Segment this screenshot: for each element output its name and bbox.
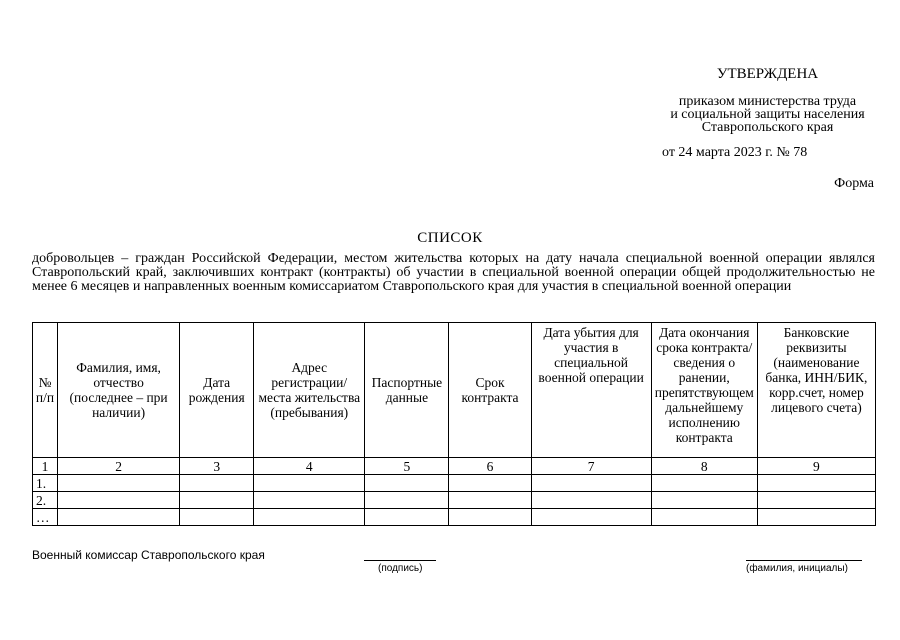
header-row	[33, 323, 876, 458]
table-cell	[365, 509, 449, 526]
table-cell	[180, 475, 254, 492]
header-cell: Дата окончания срока контракта/сведения о ранении, препятствующем дальнейшему исполнению контракта	[651, 323, 757, 458]
table-cell	[180, 509, 254, 526]
signer-title: Военный комиссар Ставропольского края	[32, 548, 265, 562]
approval-order: от 24 марта 2023 г. № 78	[662, 145, 808, 160]
table-cell	[254, 475, 365, 492]
table-cell	[58, 492, 180, 509]
approval-line-2: и социальной защиты населения	[670, 107, 865, 122]
table-cell	[58, 475, 180, 492]
form-label: Форма	[834, 176, 874, 191]
table-cell	[365, 492, 449, 509]
approval-title: УТВЕРЖДЕНА	[716, 66, 819, 82]
header-cell: Срок контракта	[449, 323, 531, 458]
header-cell: Банковские реквизиты (наименование банка, ИНН/БИК, корр.счет, номер лицевого счета)	[757, 323, 875, 458]
header-cell: Фамилия, имя, отчество (последнее – при наличии)	[58, 323, 180, 458]
document-description: добровольцев – граждан Российской Федерации, местом жительства которых на дату начала специальной военной операции являлся Ставропольский край, заключивших контракт (контракты) об участии в специальной военной операции общей продолжительностью не менее 6 месяцев и направленных военным комиссариатом Ставропольского края для участия в специальной военной операции	[32, 251, 875, 294]
row-number: 2.	[33, 492, 58, 509]
table-cell	[651, 492, 757, 509]
approval-line-1: приказом министерства труда	[678, 94, 857, 109]
volunteer-list-table	[32, 322, 876, 526]
column-number: 1	[33, 458, 58, 475]
column-number: 3	[180, 458, 254, 475]
table-cell	[531, 509, 651, 526]
column-number-row	[33, 458, 876, 475]
table-cell	[449, 509, 531, 526]
table-row	[33, 509, 876, 526]
column-number: 4	[254, 458, 365, 475]
table-row	[33, 492, 876, 509]
table-cell	[254, 509, 365, 526]
table-cell	[757, 475, 875, 492]
table-cell	[651, 475, 757, 492]
signature-line	[364, 560, 436, 561]
table-cell	[180, 492, 254, 509]
header-cell: Адрес регистрации/места жительства (пребывания)	[254, 323, 365, 458]
table-row	[33, 475, 876, 492]
signature-caption: (подпись)	[378, 563, 423, 574]
approval-line-3: Ставропольского края	[701, 120, 834, 135]
column-number: 6	[449, 458, 531, 475]
table-cell	[651, 509, 757, 526]
table-cell	[757, 492, 875, 509]
table-cell	[449, 475, 531, 492]
table-cell	[365, 475, 449, 492]
document-title: СПИСОК	[417, 230, 483, 246]
header-cell: Дата рождения	[180, 323, 254, 458]
table-cell	[58, 509, 180, 526]
row-number: …	[33, 509, 58, 526]
column-number: 9	[757, 458, 875, 475]
header-cell: Дата убытия для участия в специальной военной операции	[531, 323, 651, 458]
row-number: 1.	[33, 475, 58, 492]
column-number: 8	[651, 458, 757, 475]
table-cell	[531, 475, 651, 492]
table-cell	[254, 492, 365, 509]
column-number: 5	[365, 458, 449, 475]
table-cell	[757, 509, 875, 526]
name-line	[746, 560, 862, 561]
table-cell	[531, 492, 651, 509]
column-number: 7	[531, 458, 651, 475]
name-caption: (фамилия, инициалы)	[746, 563, 848, 574]
header-cell: № п/п	[33, 323, 58, 458]
table-cell	[449, 492, 531, 509]
column-number: 2	[58, 458, 180, 475]
header-cell: Паспортные данные	[365, 323, 449, 458]
